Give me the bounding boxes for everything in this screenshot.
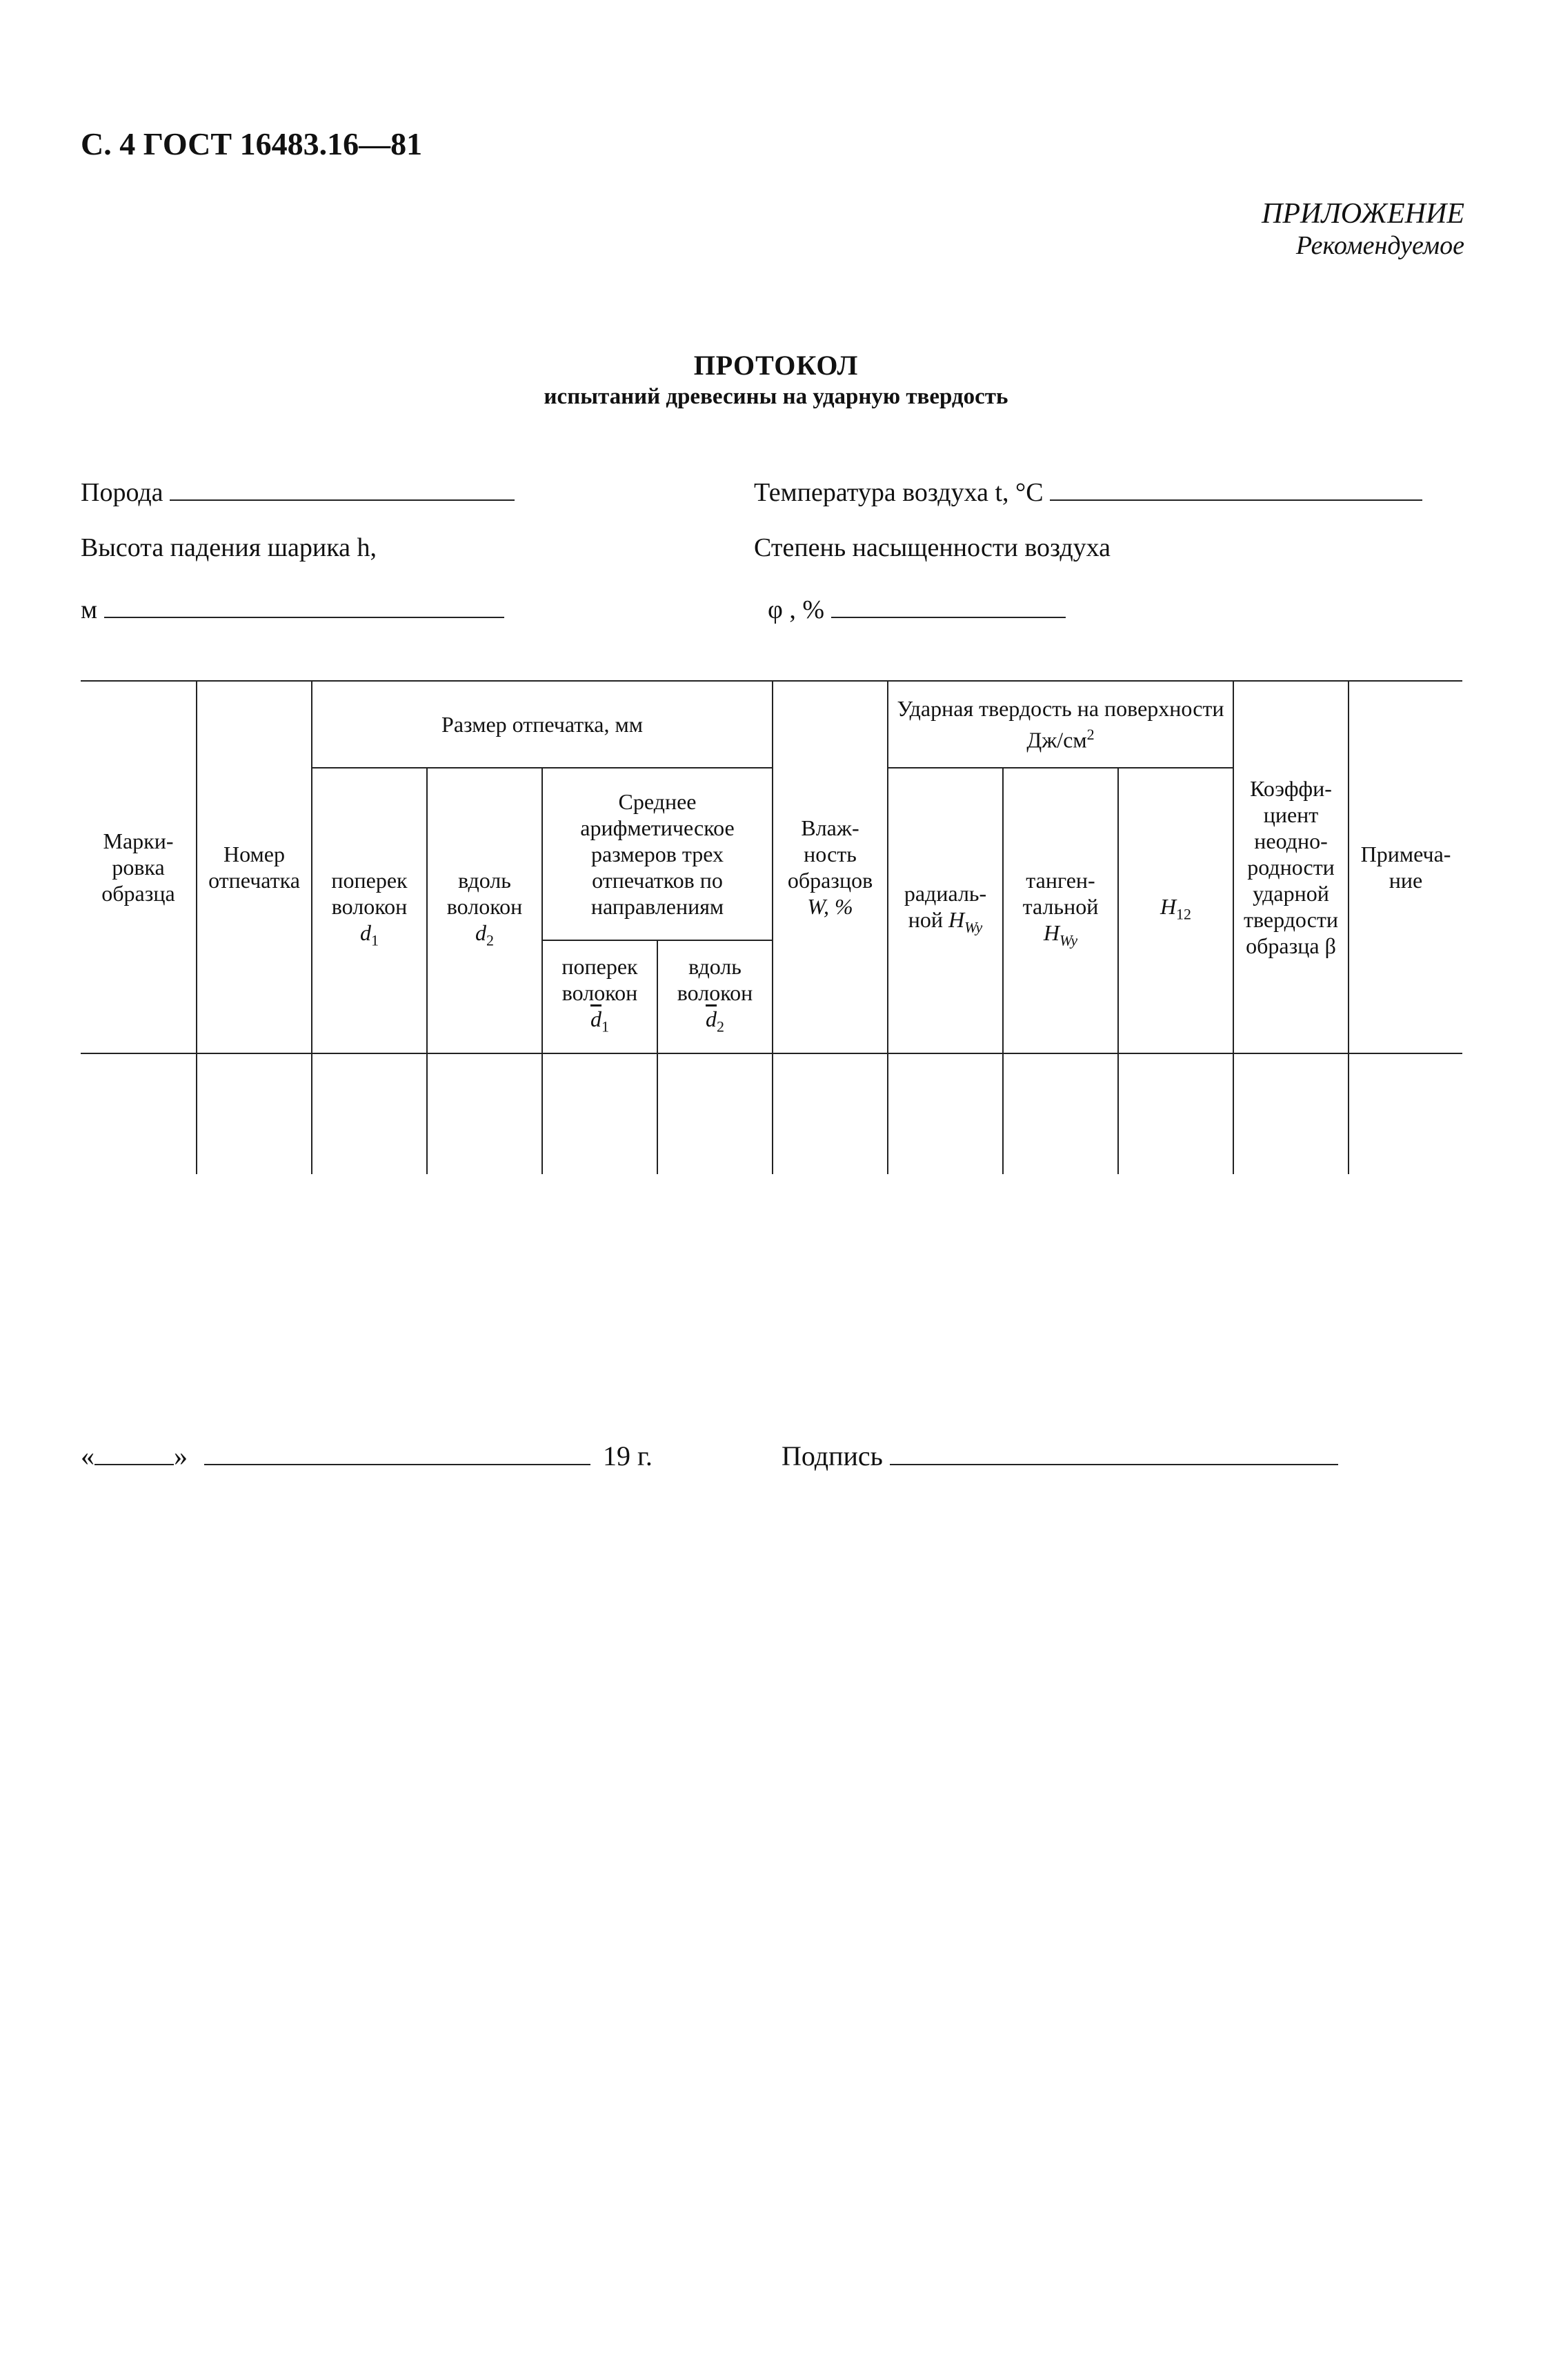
appendix-title: ПРИЛОЖЕНИЕ [1262,198,1464,230]
group-hardness-power: 2 [1086,726,1095,744]
group-mean: Среднее арифметическое размеров трех отпечатков по направлениям [542,768,773,940]
field-air-temp-label: Температура воздуха t, °С [754,478,1044,507]
col-mean-along: вдоль волокон $\overline{d}_2$ [657,940,773,1053]
cell-radial[interactable] [888,1053,1003,1174]
footer-quote-close: » [174,1440,188,1471]
field-drop-height-unit-label: м [81,595,98,624]
footer-year: 19 г. [603,1440,653,1471]
cell-marking[interactable] [81,1053,197,1174]
cell-coefficient[interactable] [1233,1053,1349,1174]
cell-moisture[interactable] [773,1053,888,1174]
field-drop-height-line[interactable] [104,592,504,618]
footer-signature-label: Подпись [782,1440,883,1471]
field-air-saturation [754,533,1111,563]
field-phi-line[interactable] [831,592,1066,618]
appendix-label [1262,198,1464,261]
col-h12: $H_{12}$ [1118,768,1233,1053]
col-moisture-symbol: W, % [807,894,853,919]
footer-quote-open: « [81,1440,94,1471]
cell-mean-across[interactable] [542,1053,657,1174]
field-drop-height-label: Высота падения шарика h, [81,533,377,562]
cell-along[interactable] [427,1053,542,1174]
group-size: Размер отпечатка, мм [312,681,773,768]
col-marking: Марки-ровка образца [81,681,197,1053]
field-drop-height-unit [81,592,504,625]
cell-tangential[interactable] [1003,1053,1118,1174]
field-breed [81,475,515,508]
col-moisture: Влаж-ность образцов W, % [773,681,888,1053]
col-note: Примеча-ние [1349,681,1462,1053]
field-phi-label: φ , % [768,595,825,624]
col-mean-across: поперек волокон $\overline{d}_1$ [542,940,657,1053]
footer-signature [782,1439,1338,1472]
col-coefficient: Коэффи-циент неодно-родности ударной твердости образца β [1233,681,1349,1053]
page-reference: С. 4 ГОСТ 16483.16—81 [81,126,423,161]
footer-signature-line[interactable] [890,1439,1338,1465]
footer-day-line[interactable] [94,1439,174,1465]
col-number: Номер отпечатка [197,681,312,1053]
field-air-saturation-label: Степень насыщенности воздуха [754,533,1111,562]
col-across: поперек волокон $d_1$ [312,768,427,1053]
appendix-note: Рекомендуемое [1295,231,1464,260]
field-breed-line[interactable] [170,475,515,501]
cell-number[interactable] [197,1053,312,1174]
cell-mean-along[interactable] [657,1053,773,1174]
group-hardness: Ударная твердость на поверхности $Дж/см^2$ [888,681,1233,768]
footer-date [81,1439,653,1472]
footer-month-line[interactable] [204,1439,590,1465]
table-row [81,1053,1462,1174]
field-breed-label: Порода [81,478,163,507]
field-drop-height [81,533,377,563]
field-air-temp-line[interactable] [1050,475,1422,501]
field-air-temp [754,475,1422,508]
cell-note[interactable] [1349,1053,1462,1174]
col-tangential: танген-тальной $H_{Wy}$ [1003,768,1118,1053]
protocol-table [81,680,1462,1174]
col-radial: радиаль-ной $H_{Wy}$ [888,768,1003,1053]
cell-h12[interactable] [1118,1053,1233,1174]
col-along: вдоль волокон $d_2$ [427,768,542,1053]
document-title [0,349,1552,410]
field-phi [768,592,1066,625]
title-sub: испытаний древесины на ударную твердость [544,384,1008,409]
cell-across[interactable] [312,1053,427,1174]
title-main: ПРОТОКОЛ [693,350,859,381]
